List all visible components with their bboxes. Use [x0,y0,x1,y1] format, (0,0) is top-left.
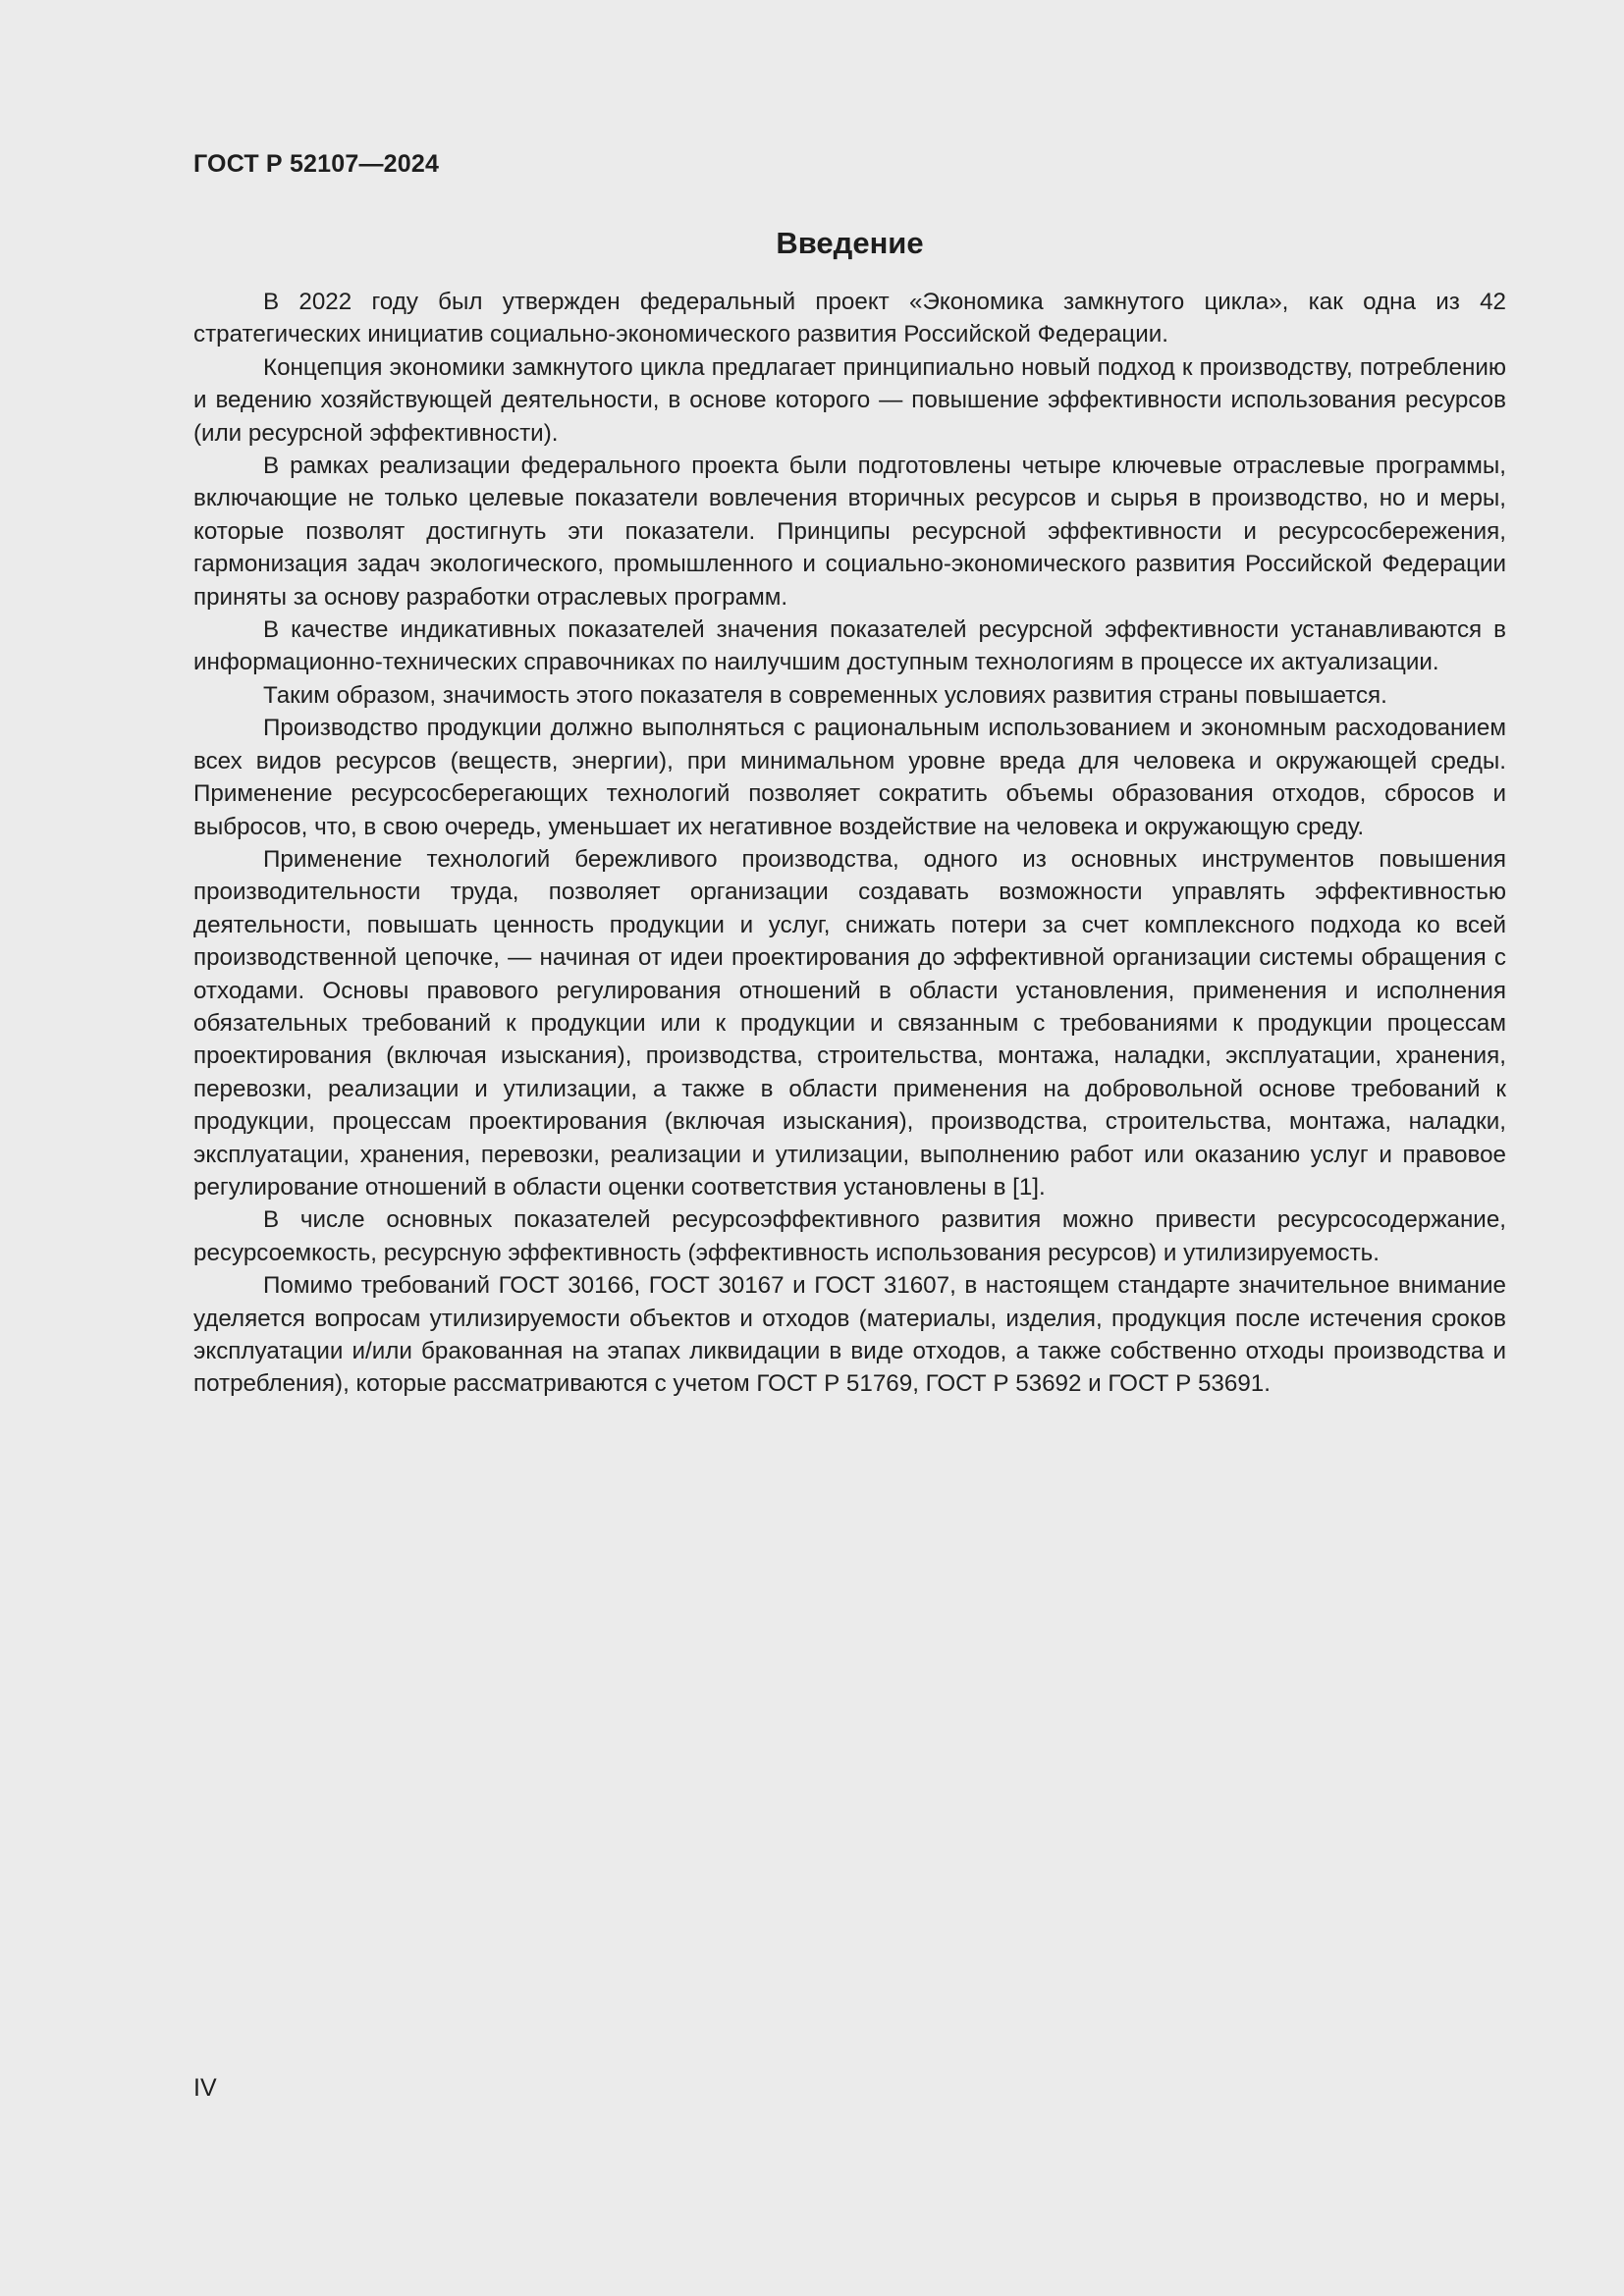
paragraph: В качестве индикативных показателей значения показателей ресурсной эффективности устанавливаются в информационно-технических справочниках по наилучшим доступным технологиям в процессе их актуализации. [193,616,1506,676]
section-body [193,286,1506,1401]
paragraph: В рамках реализации федерального проекта были подготовлены четыре ключевые отраслевые программы, включающие не только целевые показатели вовлечения вторичных ресурсов и сырья в производство, но и меры, которые позволят достигнуть эти показатели. Принципы ресурсной эффективности и ресурсосбережения, гармонизация задач экологического, промышленного и социально-экономического развития Российской Федерации приняты за основу разработки отраслевых программ. [193,453,1506,611]
page-number: IV [193,2074,217,2102]
paragraph: Концепция экономики замкнутого цикла предлагает принципиально новый подход к производству, потреблению и ведению хозяйствующей деятельности, в основе которого — повышение эффективности использования ресурсов (или ресурсной эффективности). [193,353,1506,447]
paragraph: Помимо требований ГОСТ 30166, ГОСТ 30167 и ГОСТ 31607, в настоящем стандарте значительное внимание уделяется вопросам утилизируемости объектов и отходов (материалы, изделия, продукция после истечения сроков эксплуатации и/или бракованная на этапах ликвидации в виде отходов, а также собственно отходы производства и потребления), которые рассматриваются с учетом ГОСТ Р 51769, ГОСТ Р 53692 и ГОСТ Р 53691. [193,1272,1506,1398]
paragraph: В 2022 году был утвержден федеральный проект «Экономика замкнутого цикла», как одна из 42 стратегических инициатив социально-экономического развития Российской Федерации. [193,289,1506,348]
paragraph: Применение технологий бережливого производства, одного из основных инструментов повышения производительности труда, позволяет организации создавать возможности управлять эффективностью деятельности, повышать ценность продукции и услуг, снижать потери за счет комплексного подхода ко всей производственной цепочке, — начиная от идеи проектирования до эффективной организации системы обращения с отходами. Основы правового регулирования отношений в области установления, применения и исполнения обязательных требований к продукции или к продукции и связанным с требованиями к продукции процессам проектирования (включая изыскания), производства, строительства, монтажа, наладки, эксплуатации, хранения, перевозки, реализации и утилизации, а также в области применения на добровольной основе требований к продукции, процессам проектирования (включая изыскания), производства, строительства, монтажа, наладки, эксплуатации, хранения, перевозки, реализации и утилизации, выполнению работ или оказанию услуг и правовое регулирование отношений в области оценки соответствия установлены в [1]. [193,845,1506,1201]
paragraph: Таким образом, значимость этого показателя в современных условиях развития страны повышается. [263,681,1387,709]
section-title: Введение [776,226,924,260]
paragraph: Производство продукции должно выполняться с рациональным использованием и экономным расходованием всех видов ресурсов (веществ, энергии), при минимальном уровне вреда для человека и окружающей среды. Применение ресурсосберегающих технологий позволяет сократить объемы образования отходов, сбросов и выбросов, что, в свою очередь, уменьшает их негативное воздействие на человека и окружающую среду. [193,715,1506,840]
document-code-header: ГОСТ Р 52107—2024 [193,150,440,178]
paragraph: В числе основных показателей ресурсоэффективного развития можно привести ресурсосодержание, ресурсоемкость, ресурсную эффективность (эффективность использования ресурсов) и утилизируемость. [193,1206,1506,1266]
